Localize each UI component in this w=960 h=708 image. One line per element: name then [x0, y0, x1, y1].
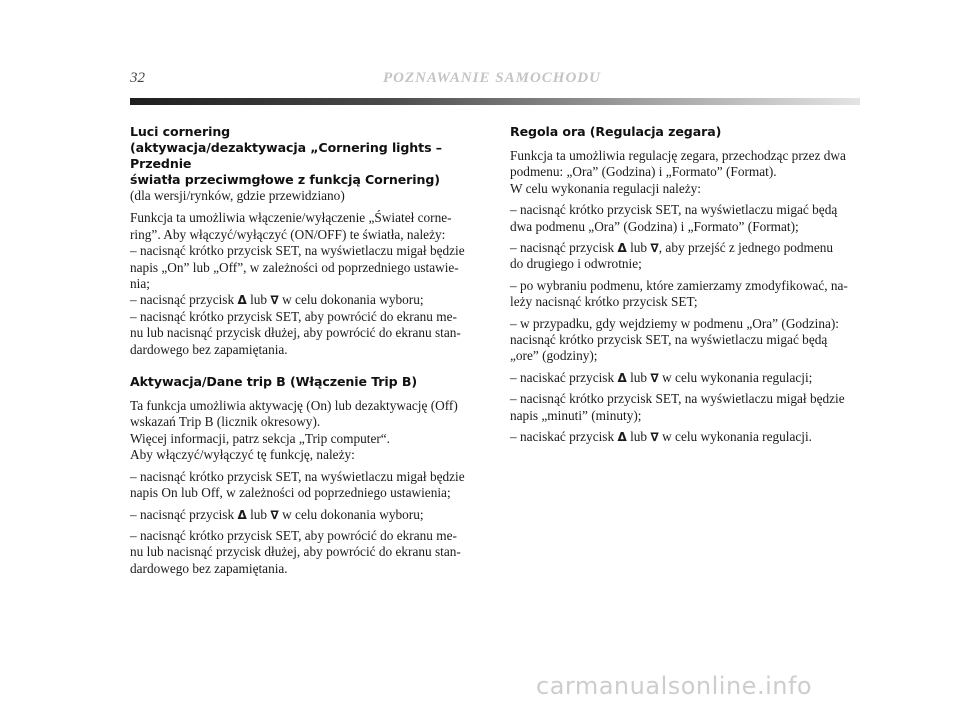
- left-column: [130, 124, 476, 577]
- tripb-title: Aktywacja/Dane trip B (Włączenie Trip B): [130, 374, 417, 390]
- clock-step-2: [510, 240, 856, 273]
- header-rule: [130, 98, 860, 105]
- up-triangle-icon: Δ: [237, 293, 247, 308]
- text-line: – po wybraniu podmenu, które zamierzamy zmodyfikować, na-: [510, 277, 848, 293]
- down-triangle-icon: ∇: [650, 241, 659, 256]
- text-line: napis „minuti” (minuty);: [510, 407, 642, 423]
- cornering-subtitle: (dla wersji/rynków, gdzie przewidziano): [130, 188, 345, 203]
- text-line: nu lub nacisnąć przycisk dłużej, aby powrócić do ekranu stan-: [130, 325, 461, 341]
- text-line: leży nacisnąć krótko przycisk SET;: [510, 294, 698, 310]
- running-title: POZNAWANIE SAMOCHODU: [383, 70, 601, 86]
- right-column: [510, 124, 856, 446]
- text-line: dwa podmenu „Ora” (Godzina) i „Formato” (Format);: [510, 218, 799, 234]
- text-line: – nacisnąć krótko przycisk SET, na wyświetlaczu migał będzie: [130, 243, 465, 259]
- text-line: wskazań Trip B (licznik okresowy).: [130, 414, 321, 430]
- text-line: napis On lub Off, w zależności od poprzedniego ustawienia;: [130, 485, 451, 501]
- step-with-symbols: – nacisnąć przycisk Δ lub ∇ w celu dokonania wyboru;: [130, 292, 424, 308]
- down-triangle-icon: ∇: [650, 430, 659, 445]
- cornering-title-1: Luci cornering: [130, 124, 231, 139]
- watermark: carmanualsonline.info: [536, 672, 813, 700]
- down-triangle-icon: ∇: [270, 507, 279, 522]
- clock-step-4: [510, 316, 856, 365]
- text-line: do drugiego i odwrotnie;: [510, 256, 642, 272]
- cornering-intro: [130, 210, 476, 358]
- clock-step-3: [510, 278, 856, 311]
- text-line: – nacisnąć krótko przycisk SET, aby powrócić do ekranu me-: [130, 308, 457, 324]
- text-line: Więcej informacji, patrz sekcja „Trip computer“.: [130, 430, 391, 446]
- text-line: W celu wykonania regulacji należy:: [510, 180, 701, 196]
- step-with-symbols: – naciskać przycisk Δ lub ∇ w celu wykonania regulacji.: [510, 429, 813, 445]
- step-with-symbols: – nacisnąć przycisk Δ lub ∇ w celu dokonania wyboru;: [130, 506, 424, 522]
- text-line: podmenu: „Ora” (Godzina) i „Formato” (Format).: [510, 164, 777, 180]
- down-triangle-icon: ∇: [650, 370, 659, 385]
- text-line: – nacisnąć krótko przycisk SET, na wyświetlaczu migał będzie: [130, 468, 465, 484]
- text-line: nu lub nacisnąć przycisk dłużej, aby powrócić do ekranu stan-: [130, 544, 461, 560]
- text-line: – nacisnąć krótko przycisk SET, na wyświetlaczu migał będzie: [510, 391, 845, 407]
- text-line: – w przypadku, gdy wejdziemy w podmenu „Ora” (Godzina):: [510, 315, 839, 331]
- text-line: Ta funkcja umożliwia aktywację (On) lub dezaktywację (Off): [130, 398, 458, 414]
- up-triangle-icon: Δ: [617, 370, 627, 385]
- clock-step-1: [510, 202, 856, 235]
- cornering-section: [130, 124, 476, 358]
- up-triangle-icon: Δ: [237, 507, 247, 522]
- clock-section: [510, 124, 856, 446]
- text-line: nia;: [130, 276, 150, 292]
- text-line: „ore” (godziny);: [510, 348, 598, 364]
- tripb-step-1: [130, 469, 476, 502]
- tripb-step-3: [130, 528, 476, 577]
- up-triangle-icon: Δ: [617, 241, 627, 256]
- page-header: [130, 70, 860, 90]
- up-triangle-icon: Δ: [617, 430, 627, 445]
- text-line: ring”. Aby włączyć/wyłączyć (ON/OFF) te światła, należy:: [130, 226, 446, 242]
- step-with-symbols: – nacisnąć przycisk Δ lub ∇, aby przejść z jednego podmenu: [510, 240, 834, 256]
- text-line: dardowego bez zapamiętania.: [130, 560, 288, 576]
- cornering-title-3: światła przeciwmgłowe z funkcją Cornering): [130, 172, 440, 187]
- down-triangle-icon: ∇: [270, 293, 279, 308]
- text-line: – nacisnąć krótko przycisk SET, na wyświetlaczu migać będą: [510, 202, 838, 218]
- clock-title: Regola ora (Regulacja zegara): [510, 124, 722, 139]
- text-line: – nacisnąć krótko przycisk SET, aby powrócić do ekranu me-: [130, 527, 457, 543]
- text-line: dardowego bez zapamiętania.: [130, 341, 288, 357]
- text-line: napis „On” lub „Off”, w zależności od poprzedniego ustawie-: [130, 259, 459, 275]
- text-line: Funkcja ta umożliwia regulację zegara, przechodząc przez dwa: [510, 148, 846, 163]
- text-line: nacisnąć krótko przycisk SET, na wyświetlaczu migać będą: [510, 332, 828, 348]
- clock-step-6: [510, 391, 856, 424]
- cornering-title-2: (aktywacja/dezaktywacja „Cornering lights – Przednie: [130, 140, 442, 171]
- text-line: Funkcja ta umożliwia włączenie/wyłączenie „Świateł corne-: [130, 210, 452, 226]
- step-with-symbols: – naciskać przycisk Δ lub ∇ w celu wykonania regulacji;: [510, 369, 813, 385]
- page-number: 32: [130, 70, 145, 86]
- tripb-section: [130, 374, 476, 577]
- text-line: Aby włączyć/wyłączyć tę funkcję, należy:: [130, 447, 355, 463]
